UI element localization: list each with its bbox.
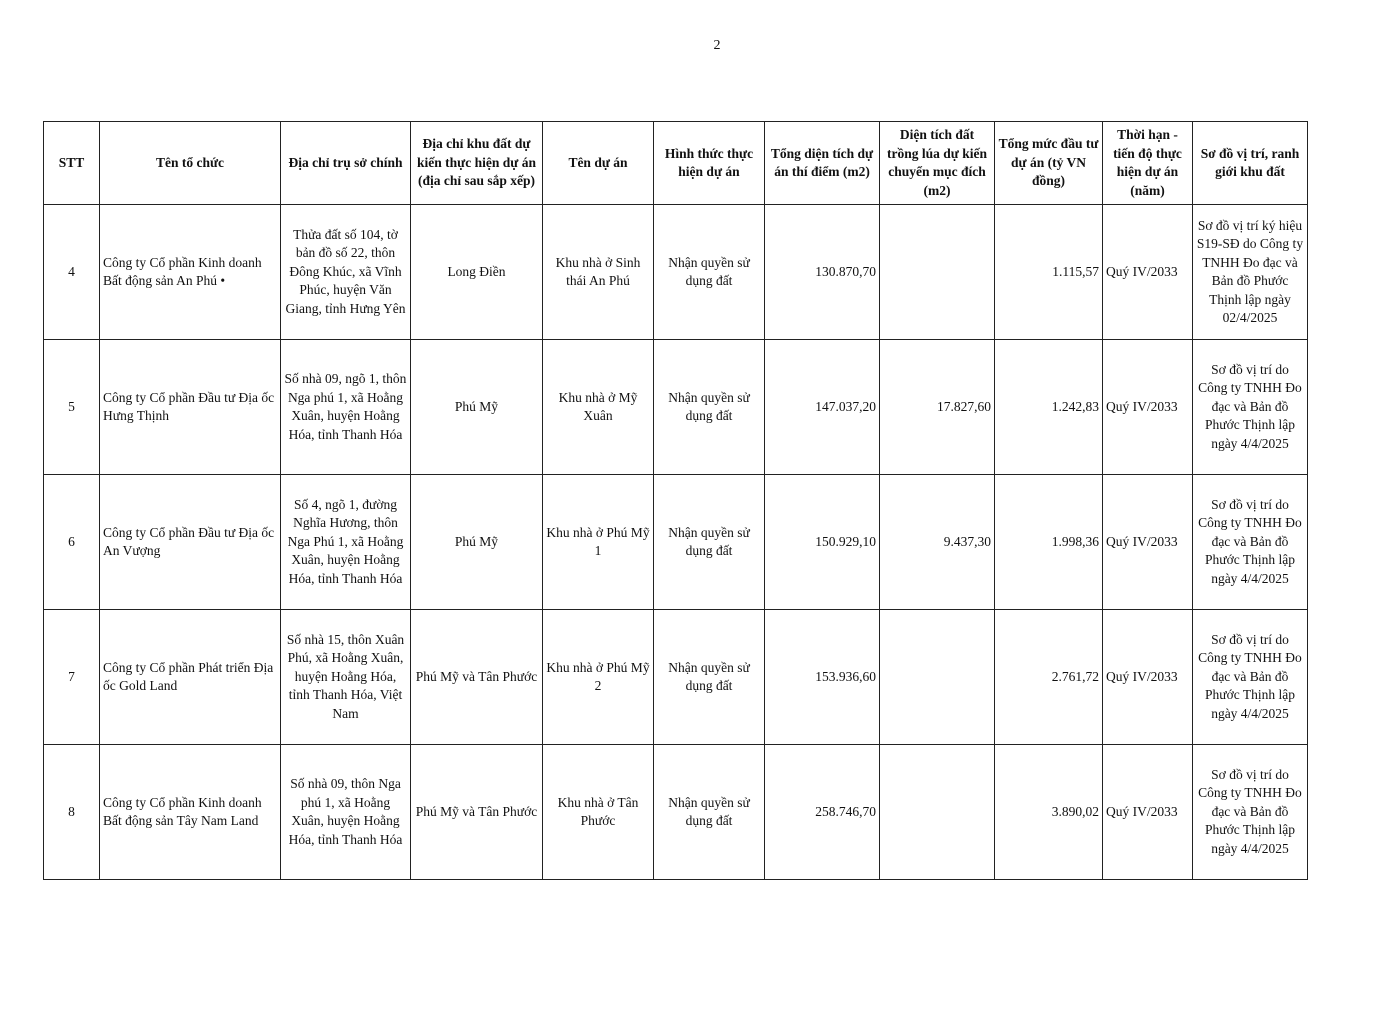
cell-total-investment: 2.761,72 — [995, 610, 1103, 745]
header-rice-land-area: Diện tích đất trồng lúa dự kiến chuyển mục đích (m2) — [880, 122, 995, 205]
cell-site-address: Phú Mỹ và Tân Phước — [411, 610, 543, 745]
cell-total-area: 150.929,10 — [765, 475, 880, 610]
header-head-office: Địa chỉ trụ sở chính — [281, 122, 411, 205]
cell-project-name: Khu nhà ở Mỹ Xuân — [543, 340, 654, 475]
cell-implementation-form: Nhận quyền sử dụng đất — [654, 340, 765, 475]
header-site-map: Sơ đồ vị trí, ranh giới khu đất — [1193, 122, 1308, 205]
header-total-investment: Tổng mức đầu tư dự án (tỷ VN đồng) — [995, 122, 1103, 205]
cell-project-name: Khu nhà ở Sinh thái An Phú — [543, 205, 654, 340]
header-site-address: Địa chỉ khu đất dự kiến thực hiện dự án (địa chỉ sau sắp xếp) — [411, 122, 543, 205]
cell-head-office: Số nhà 09, thôn Nga phú 1, xã Hoằng Xuân, huyện Hoằng Hóa, tỉnh Thanh Hóa — [281, 745, 411, 880]
cell-head-office: Số nhà 09, ngõ 1, thôn Nga phú 1, xã Hoằng Xuân, huyện Hoằng Hóa, tỉnh Thanh Hóa — [281, 340, 411, 475]
cell-deadline: Quý IV/2033 — [1103, 475, 1193, 610]
cell-project-name: Khu nhà ở Tân Phước — [543, 745, 654, 880]
cell-implementation-form: Nhận quyền sử dụng đất — [654, 610, 765, 745]
table-row — [44, 205, 1308, 340]
cell-rice-land-area: 17.827,60 — [880, 340, 995, 475]
cell-deadline: Quý IV/2033 — [1103, 205, 1193, 340]
cell-site-map: Sơ đồ vị trí ký hiệu S19-SĐ do Công ty TNHH Đo đạc và Bản đồ Phước Thịnh lập ngày 02/4/2025 — [1193, 205, 1308, 340]
cell-implementation-form: Nhận quyền sử dụng đất — [654, 745, 765, 880]
table-header-row — [44, 122, 1308, 205]
cell-site-address: Long Điền — [411, 205, 543, 340]
cell-total-investment: 1.998,36 — [995, 475, 1103, 610]
cell-site-map: Sơ đồ vị trí do Công ty TNHH Đo đạc và Bản đồ Phước Thịnh lập ngày 4/4/2025 — [1193, 745, 1308, 880]
cell-site-map: Sơ đồ vị trí do Công ty TNHH Đo đạc và Bản đồ Phước Thịnh lập ngày 4/4/2025 — [1193, 475, 1308, 610]
table-row — [44, 475, 1308, 610]
cell-project-name: Khu nhà ở Phú Mỹ 2 — [543, 610, 654, 745]
cell-total-area: 258.746,70 — [765, 745, 880, 880]
cell-org-name: Công ty Cổ phần Kinh doanh Bất động sản An Phú • — [100, 205, 281, 340]
cell-org-name: Công ty Cổ phần Phát triển Địa ốc Gold Land — [100, 610, 281, 745]
table-row — [44, 610, 1308, 745]
cell-total-area: 130.870,70 — [765, 205, 880, 340]
cell-total-investment: 1.115,57 — [995, 205, 1103, 340]
cell-stt: 4 — [44, 205, 100, 340]
cell-project-name: Khu nhà ở Phú Mỹ 1 — [543, 475, 654, 610]
cell-site-map: Sơ đồ vị trí do Công ty TNHH Đo đạc và Bản đồ Phước Thịnh lập ngày 4/4/2025 — [1193, 340, 1308, 475]
cell-site-map: Sơ đồ vị trí do Công ty TNHH Đo đạc và Bản đồ Phước Thịnh lập ngày 4/4/2025 — [1193, 610, 1308, 745]
cell-site-address: Phú Mỹ — [411, 340, 543, 475]
cell-total-area: 147.037,20 — [765, 340, 880, 475]
cell-site-address: Phú Mỹ — [411, 475, 543, 610]
projects-table — [43, 121, 1308, 880]
cell-head-office: Thửa đất số 104, tờ bản đồ số 22, thôn Đông Khúc, xã Vĩnh Phúc, huyện Văn Giang, tỉnh Hưng Yên — [281, 205, 411, 340]
cell-deadline: Quý IV/2033 — [1103, 610, 1193, 745]
cell-implementation-form: Nhận quyền sử dụng đất — [654, 475, 765, 610]
header-deadline: Thời hạn - tiến độ thực hiện dự án (năm) — [1103, 122, 1193, 205]
table-row — [44, 340, 1308, 475]
cell-total-area: 153.936,60 — [765, 610, 880, 745]
cell-total-investment: 1.242,83 — [995, 340, 1103, 475]
header-org-name: Tên tổ chức — [100, 122, 281, 205]
cell-site-address: Phú Mỹ và Tân Phước — [411, 745, 543, 880]
cell-rice-land-area: 9.437,30 — [880, 475, 995, 610]
cell-deadline: Quý IV/2033 — [1103, 340, 1193, 475]
header-stt: STT — [44, 122, 100, 205]
table-row — [44, 745, 1308, 880]
cell-rice-land-area — [880, 745, 995, 880]
cell-org-name: Công ty Cổ phần Kinh doanh Bất động sản Tây Nam Land — [100, 745, 281, 880]
cell-org-name: Công ty Cổ phần Đầu tư Địa ốc Hưng Thịnh — [100, 340, 281, 475]
page-number: 2 — [713, 38, 721, 53]
header-total-area: Tổng diện tích dự án thí điểm (m2) — [765, 122, 880, 205]
cell-stt: 8 — [44, 745, 100, 880]
cell-head-office: Số 4, ngõ 1, đường Nghĩa Hương, thôn Nga Phú 1, xã Hoằng Xuân, huyện Hoằng Hóa, tỉnh Thanh Hóa — [281, 475, 411, 610]
cell-org-name: Công ty Cổ phần Đầu tư Địa ốc An Vượng — [100, 475, 281, 610]
cell-stt: 5 — [44, 340, 100, 475]
header-project-name: Tên dự án — [543, 122, 654, 205]
header-implementation-form: Hình thức thực hiện dự án — [654, 122, 765, 205]
cell-deadline: Quý IV/2033 — [1103, 745, 1193, 880]
cell-implementation-form: Nhận quyền sử dụng đất — [654, 205, 765, 340]
cell-head-office: Số nhà 15, thôn Xuân Phú, xã Hoằng Xuân, huyện Hoằng Hóa, tỉnh Thanh Hóa, Việt Nam — [281, 610, 411, 745]
cell-rice-land-area — [880, 610, 995, 745]
cell-stt: 7 — [44, 610, 100, 745]
cell-stt: 6 — [44, 475, 100, 610]
cell-total-investment: 3.890,02 — [995, 745, 1103, 880]
cell-rice-land-area — [880, 205, 995, 340]
